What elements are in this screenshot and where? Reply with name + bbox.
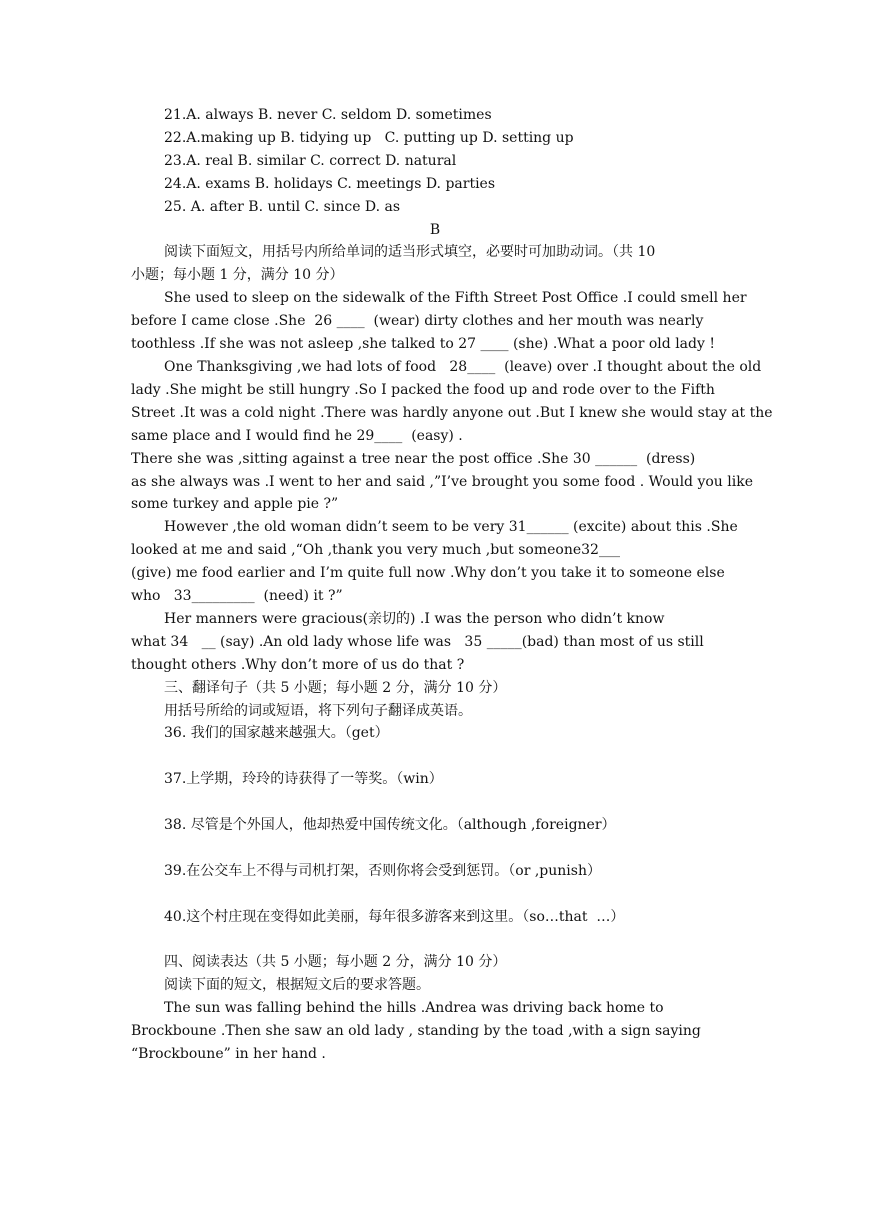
options-list [131,104,739,219]
section-translation [131,677,739,952]
section-reading-expression [131,951,739,1066]
passage-line: thought others .Why don’t more of us do that ? [131,656,465,673]
answer-space [131,837,739,860]
passage-line: before I came close .She 26 ____ (wear) dirty clothes and her mouth was nearly [131,313,704,330]
passage-line: (give) me food earlier and I’m quite full now .Why don’t you take it to someone else [131,565,725,582]
translation-item-39: 39.在公交车上不得与司机打架，否则你将会受到惩罚。（or ,punish） [164,862,601,879]
option-line-25: 25. A. after B. until C. since D. as [164,198,401,215]
translation-item-38: 38. 尽管是个外国人，他却热爱中国传统文化。（although ,foreigner） [164,817,616,834]
passage-line: However ,the old woman didn’t seem to be very 31______ (excite) about this .She [164,519,738,536]
passage-line: “Brockboune” in her hand . [131,1046,326,1063]
passage-line: same place and I would find he 29____ (easy) . [131,427,463,444]
answer-space [131,883,739,906]
passage-line: lady .She might be still hungry .So I packed the food up and rode over to the Fifth [131,381,715,398]
answer-space [131,745,739,768]
passage-line: what 34 __ (say) .An old lady whose life was 35 _____(bad) than most of us still [131,633,704,650]
passage-line: One Thanksgiving ,we had lots of food 28____ (leave) over .I thought about the old [164,358,762,375]
answer-space [131,929,739,952]
passage-line: She used to sleep on the sidewalk of the Fifth Street Post Office .I could smell her [164,290,747,307]
passage-line: There she was ,sitting against a tree near the post office .She 30 ______ (dress) [131,450,696,467]
passage-line: some turkey and apple pie ?” [131,496,339,513]
section-translation-instruction: 用括号所给的词或短语，将下列句子翻译成英语。 [164,702,472,719]
exam-page [131,104,773,1066]
translation-item-36: 36. 我们的国家越来越强大。（get） [164,725,389,742]
section-reading-instruction: 阅读下面的短文，根据短文后的要求答题。 [164,977,430,994]
passage-line: The sun was falling behind the hills .Andrea was driving back home to [164,1000,664,1017]
passage-line: Her manners were gracious(亲切的) .I was the person who didn’t know [164,610,665,627]
option-line-24: 24.A. exams B. holidays C. meetings D. parties [164,175,496,192]
section-translation-heading: 三、翻译句子（共 5 小题；每小题 2 分，满分 10 分） [164,679,507,696]
passage-line: looked at me and said ,“Oh ,thank you very much ,but someone32___ [131,542,620,559]
option-line-23: 23.A. real B. similar C. correct D. natural [164,152,457,169]
section-reading-heading: 四、阅读表达（共 5 小题；每小题 2 分，满分 10 分） [164,954,507,971]
passage-line: as she always was .I went to her and said ,”I’ve brought you some food . Would you like [131,473,753,490]
option-line-21: 21.A. always B. never C. seldom D. sometimes [164,107,492,123]
passage-line: Street .It was a cold night .There was hardly anyone out .But I knew she would stay at the [131,404,773,421]
passage-line: who 33_________ (need) it ?” [131,588,343,605]
option-line-22: 22.A.making up B. tidying up C. putting up D. setting up [164,129,574,146]
answer-space [131,791,739,814]
passage-line: toothless .If she was not asleep ,she talked to 27 ____ (she) .What a poor old lady ! [131,336,715,353]
passage-line: Brockboune .Then she saw an old lady , standing by the toad ,with a sign saying [131,1023,701,1040]
translation-item-37: 37.上学期，玲玲的诗获得了一等奖。（win） [164,771,443,788]
section-b-instruction-line: 小题；每小题 1 分，满分 10 分） [131,267,344,284]
section-b-heading: B [429,221,441,238]
section-b [131,219,773,677]
section-b-instruction-line: 阅读下面短文，用括号内所给单词的适当形式填空，必要时可加助动词。（共 10 [164,244,656,261]
translation-item-40: 40.这个村庄现在变得如此美丽，每年很多游客来到这里。（so…that …） [164,908,625,925]
